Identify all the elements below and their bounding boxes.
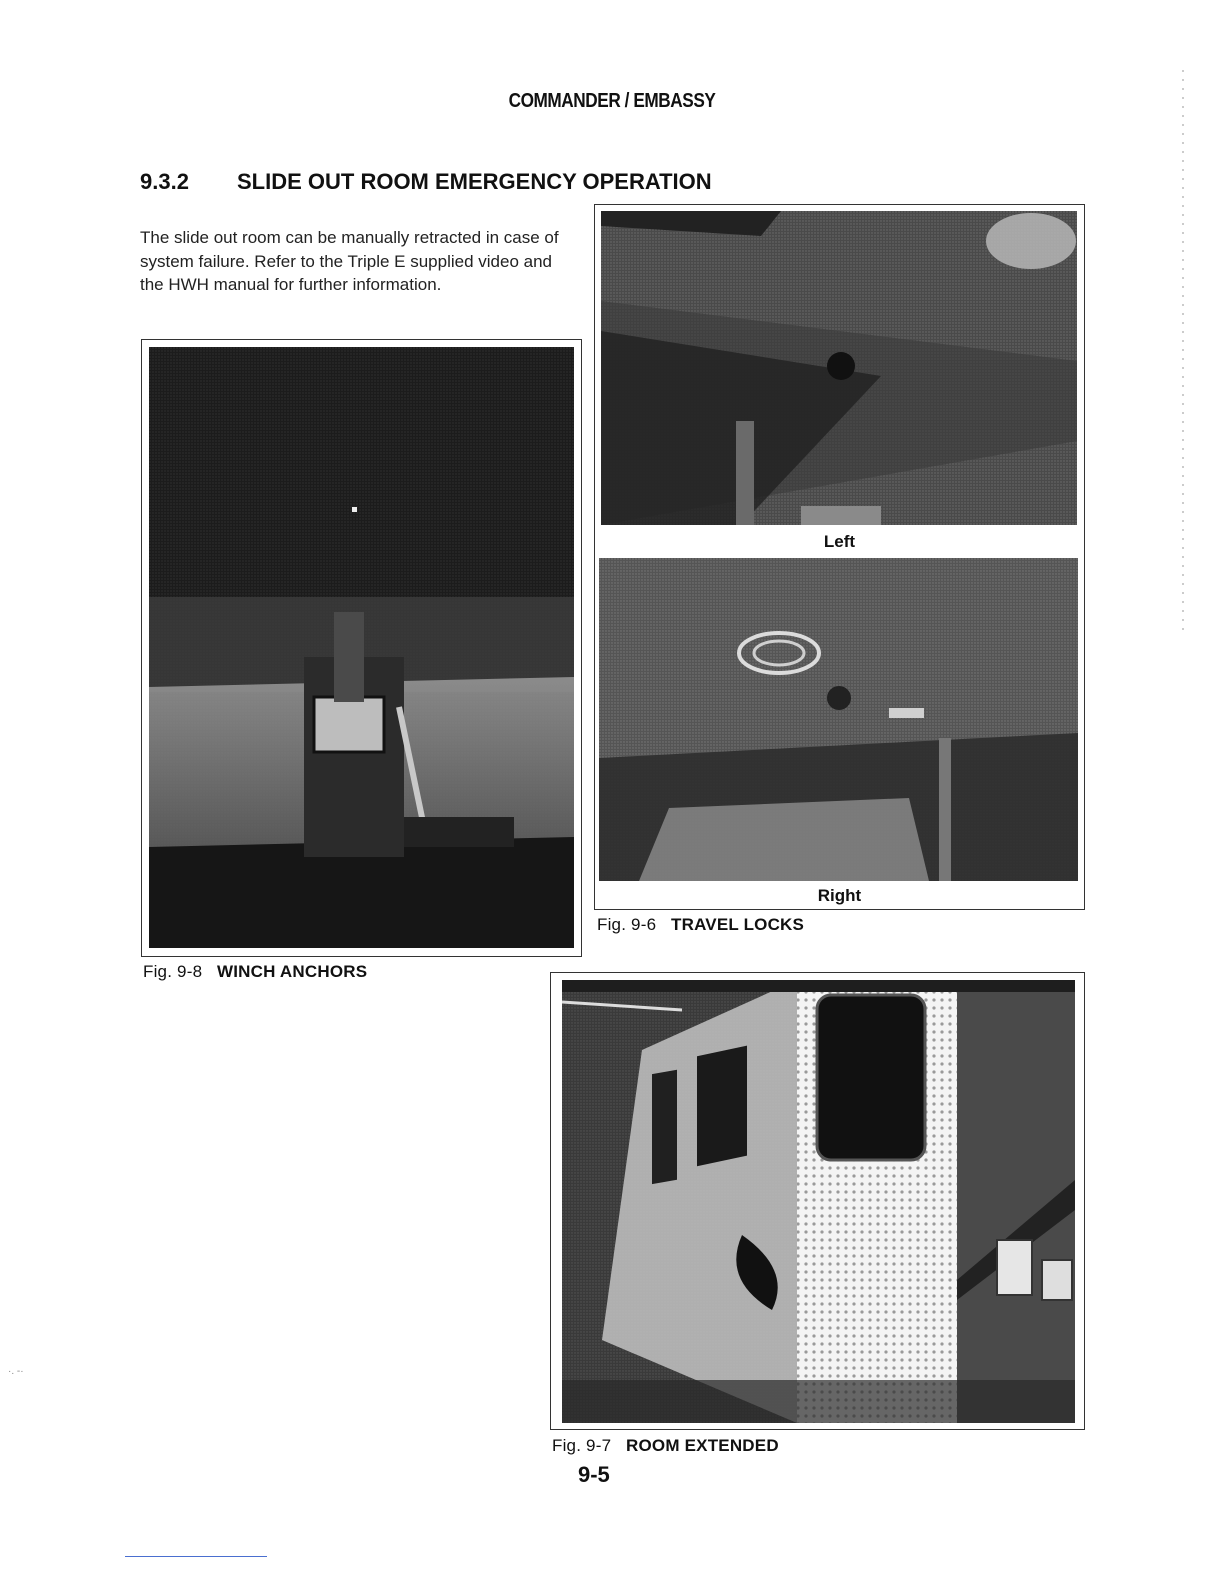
page-number: 9-5 [578, 1462, 610, 1487]
travel-lock-right-photo [599, 558, 1078, 881]
section-number: 9.3.2 [140, 169, 189, 194]
section-title: SLIDE OUT ROOM EMERGENCY OPERATION [237, 169, 712, 194]
winch-photo-illustration [149, 347, 574, 948]
travel-lock-right-illustration [599, 558, 1078, 881]
scan-edge-marks [1182, 70, 1184, 630]
room-extended-photo [562, 980, 1075, 1423]
room-extended-illustration [562, 980, 1075, 1423]
travel-locks-caption [597, 915, 804, 935]
winch-anchors-figure [141, 339, 582, 957]
section-body-text: The slide out room can be manually retracted in case of system failure. Refer to the Triple E supplied video and the HWH manual for further information. [140, 228, 559, 294]
travel-locks-figure [594, 204, 1085, 910]
travel-lock-left-photo [601, 211, 1077, 525]
winch-anchors-caption [143, 962, 367, 982]
scan-stray-mark: ·. -· [8, 1366, 24, 1377]
travel-locks-caption-text: TRAVEL LOCKS [671, 915, 805, 934]
winch-anchors-photo [149, 347, 574, 948]
room-extended-caption-text: ROOM EXTENDED [626, 1436, 779, 1455]
travel-lock-right-label: Right [817, 886, 862, 905]
running-header: COMMANDER / EMBASSY [508, 90, 716, 112]
footnote-rule [125, 1556, 267, 1557]
winch-anchors-fig-number: Fig. 9-8 [143, 962, 203, 981]
travel-lock-left-label: Left [823, 532, 856, 551]
travel-locks-fig-number: Fig. 9-6 [597, 915, 657, 934]
winch-anchors-caption-text: WINCH ANCHORS [217, 962, 368, 981]
travel-lock-left-illustration [601, 211, 1077, 525]
room-extended-figure [550, 972, 1085, 1430]
room-extended-fig-number: Fig. 9-7 [552, 1436, 612, 1455]
room-extended-caption [552, 1436, 779, 1456]
